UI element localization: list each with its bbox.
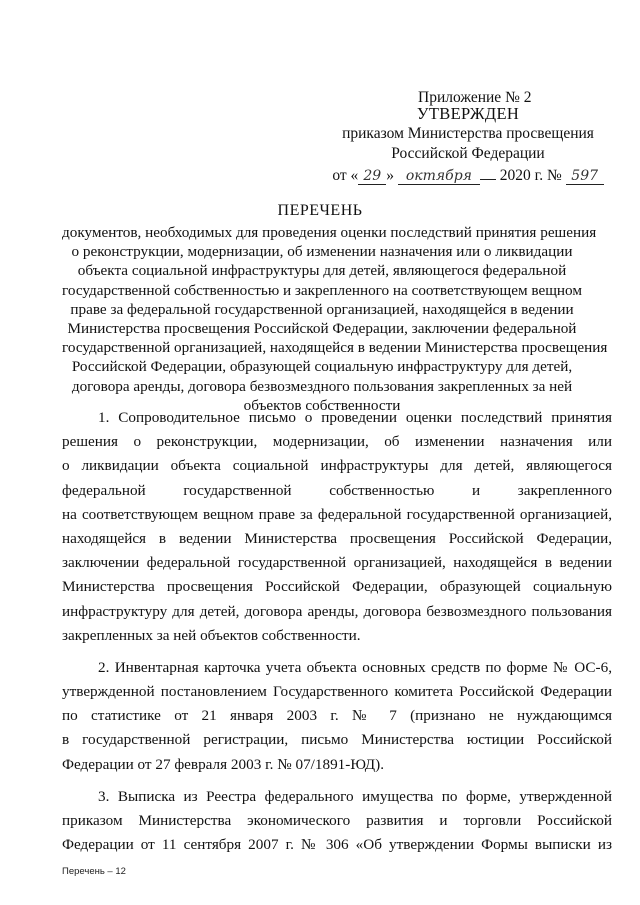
paragraph-line: решения о реконструкции, модернизации, об изменении назначения или: [62, 433, 612, 451]
paragraph-line: Федерации от 11 сентября 2007 г. № 306 «Об утверждении Формы выписки из: [62, 836, 612, 854]
subtitle-line: Российской Федерации, образующей социальную инфраструктуру для детей,: [71, 358, 573, 376]
paragraph-line: на соответствующем вещном праве за федеральной государственной организацией,: [62, 505, 612, 523]
paragraph-line: инфраструктуру для детей, договора аренды, договора безвозмездного пользования: [62, 602, 612, 620]
subtitle-line: объектов собственности: [243, 396, 401, 414]
paragraph-line: утвержденной постановлением Государственного комитета Российской Федерации: [62, 683, 612, 701]
paragraph-line: федеральной государственной собственностью и закрепленного: [62, 481, 612, 499]
paragraph-1: [62, 406, 612, 648]
subtitle-line: документов, необходимых для проведения оценки последствий принятия решения: [62, 224, 597, 241]
subtitle-line: договора аренды, договора безвозмездного пользования закрепленных за ней: [71, 377, 573, 395]
paragraph-line: Министерства просвещения Российской Федерации, образующей социальную: [62, 578, 612, 596]
document-subtitle: [62, 223, 608, 415]
paragraph-3: [62, 785, 612, 858]
paragraph-line: Федерации от 27 февраля 2003 г. № 07/1891-ЮД).: [62, 755, 385, 773]
approval-block: [330, 96, 606, 186]
handwritten-day: 29: [358, 168, 386, 185]
paragraph-line: 1. Сопроводительное письмо о проведении оценки последствий принятия: [98, 409, 612, 426]
paragraph-line: о ликвидации объекта социальной инфраструктуры для детей, являющегося: [62, 457, 612, 475]
approved-title: УТВЕРЖДЕН: [416, 104, 520, 123]
paragraph-line: находящейся в ведении Министерства просвещения Российской Федерации,: [62, 529, 612, 547]
handwritten-month: октября: [398, 168, 480, 185]
date-mid: »: [386, 167, 395, 184]
paragraph-2: [62, 656, 612, 777]
paragraph-line: по статистике от 21 января 2003 г. № 7 (признано не нуждающимся: [62, 707, 612, 725]
subtitle-line: праве за федеральной государственной организацией, находящейся в ведении: [70, 300, 574, 318]
paragraph-line: в государственной регистрации, письмо Министерства юстиции Российской: [62, 731, 612, 749]
subtitle-line: о реконструкции, модернизации, об изменении назначения или о ликвидации: [71, 243, 573, 261]
subtitle-line: государственной организацией, находящейся в ведении Министерства просвещения: [62, 339, 608, 357]
date-year: 2020 г. №: [499, 167, 562, 184]
paragraph-line: 3. Выписка из Реестра федерального имущества по форме, утвержденной: [98, 787, 612, 805]
approved-by-line-2: Российской Федерации: [391, 145, 545, 162]
subtitle-line: Министерства просвещения Российской Федерации, заключении федеральной: [67, 320, 577, 338]
paragraph-line: приказом Министерства экономического развития и торговли Российской: [62, 812, 612, 829]
appendix-label: Приложение № 2: [418, 89, 532, 106]
date-underline-gap: [480, 165, 496, 180]
document-title: ПЕРЕЧЕНЬ: [277, 202, 363, 219]
handwritten-order-number: 597: [566, 168, 604, 185]
order-date-line: [330, 165, 606, 186]
subtitle-line: государственной собственностью и закрепленного на соответствующем вещном: [62, 281, 582, 299]
approved-by-line-1: приказом Министерства просвещения: [342, 125, 594, 142]
document-body: [62, 406, 612, 865]
subtitle-line: объекта социальной инфраструктуры для детей, являющегося федеральной: [77, 262, 567, 280]
paragraph-line: закрепленных за ней объектов собственности.: [62, 626, 361, 644]
page-footer: Перечень – 12: [62, 866, 126, 877]
paragraph-line: заключении федеральной государственной организацией, находящейся в ведении: [62, 554, 612, 572]
date-prefix: от «: [332, 167, 359, 184]
paragraph-line: 2. Инвентарная карточка учета объекта основных средств по форме № ОС-6,: [98, 658, 612, 676]
